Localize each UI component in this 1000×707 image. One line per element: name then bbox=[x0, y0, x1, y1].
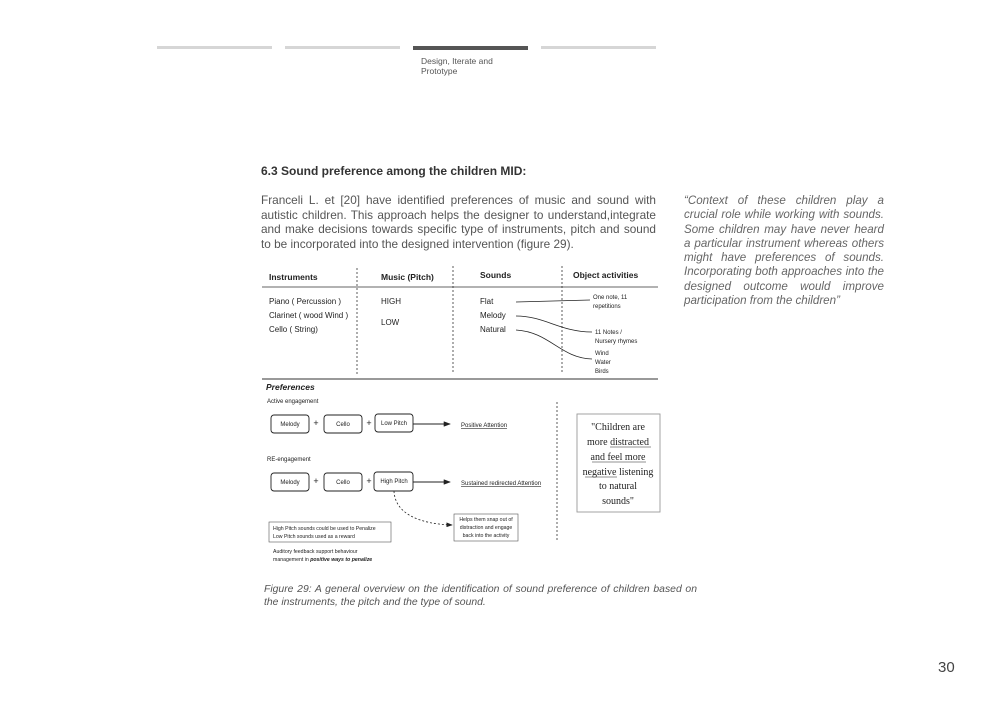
figure-diagram bbox=[260, 262, 664, 567]
active-low-pitch: Low Pitch bbox=[380, 421, 408, 427]
figure-29 bbox=[260, 262, 664, 572]
activity-melody-2: Nursery rhymes bbox=[595, 339, 638, 345]
children-quote-line-3: and feel more bbox=[590, 452, 646, 463]
progress-step-2 bbox=[285, 46, 400, 49]
activity-flat-1: One note, 11 bbox=[593, 295, 628, 301]
plus-sign: + bbox=[366, 476, 372, 486]
section-heading: 6.3 Sound preference among the children MID: bbox=[261, 164, 527, 178]
plus-sign: + bbox=[313, 476, 319, 486]
header-object-activities: Object activities bbox=[573, 270, 639, 280]
children-quote-line-6: sounds" bbox=[602, 496, 634, 507]
auditory-note-line-2 bbox=[273, 557, 372, 563]
plus-sign: + bbox=[313, 418, 319, 428]
sound-natural: Natural bbox=[480, 325, 506, 334]
reengagement-label: RE-engagement bbox=[267, 457, 311, 463]
auditory-note-prefix: management in bbox=[273, 557, 311, 563]
penalize-note-line-1: High Pitch sounds could be used to Penalize bbox=[273, 526, 376, 532]
active-engagement-label: Active engagement bbox=[267, 399, 319, 405]
body-paragraph: Franceli L. et [20] have identified preferences of music and sound with autistic children. This approach helps the designer to understand,integrate and make decisions towards specific type of instruments, pitch and sound to be incorporated into the designed intervention (figure 29). bbox=[261, 193, 656, 251]
penalize-note-line-2: Low Pitch sounds used as a reward bbox=[273, 534, 355, 540]
progress-step-label: Design, Iterate and Prototype bbox=[421, 56, 493, 76]
progress-step-3-active bbox=[413, 46, 528, 50]
children-quote-line-5: to natural bbox=[598, 481, 638, 492]
reengage-melody: Melody bbox=[280, 480, 300, 486]
page-number: 30 bbox=[938, 659, 955, 676]
reengage-result: Sustained redirected Attention bbox=[461, 481, 542, 487]
reengage-high-pitch: High Pitch bbox=[380, 479, 408, 485]
auditory-note-line-1: Auditory feedback support behaviour bbox=[273, 549, 358, 555]
reengage-cello: Cello bbox=[336, 480, 350, 486]
activity-wind: Wind bbox=[595, 351, 609, 357]
progress-step-1 bbox=[157, 46, 272, 49]
sound-melody: Melody bbox=[480, 311, 506, 320]
progress-tracker bbox=[157, 46, 657, 50]
activity-water: Water bbox=[595, 360, 611, 366]
preferences-title: Preferences bbox=[266, 382, 315, 392]
pitch-high: HIGH bbox=[381, 297, 401, 306]
snap-note-line-2: distraction and engage bbox=[459, 525, 513, 531]
activity-flat-2: repetitions bbox=[593, 304, 621, 310]
activity-melody-1: 11 Notes / bbox=[595, 330, 622, 336]
header-instruments: Instruments bbox=[269, 272, 318, 282]
children-quote-line-1: "Children are bbox=[591, 422, 645, 433]
snap-note-line-3: back into the activity bbox=[462, 533, 510, 539]
instrument-clarinet: Clarinet ( wood Wind ) bbox=[269, 311, 349, 320]
header-sounds: Sounds bbox=[480, 270, 512, 280]
children-quote-line-4: negative listening bbox=[582, 467, 654, 478]
plus-sign: + bbox=[366, 418, 372, 428]
active-melody: Melody bbox=[280, 422, 300, 428]
snap-note-line-1: Helps them snap out of bbox=[459, 517, 513, 523]
header-music-pitch: Music (Pitch) bbox=[381, 272, 434, 282]
progress-step-4 bbox=[541, 46, 656, 49]
figure-caption: Figure 29: A general overview on the identification of sound preference of children based on the instruments, the pitch and the type of sound. bbox=[264, 584, 697, 608]
instrument-cello: Cello ( String) bbox=[269, 325, 318, 334]
pitch-low: LOW bbox=[381, 318, 400, 327]
sound-flat: Flat bbox=[480, 297, 494, 306]
auditory-note-emphasis: positive ways to penalize bbox=[310, 557, 373, 563]
active-result: Positive Attention bbox=[461, 423, 508, 429]
snap-arrow bbox=[394, 491, 452, 525]
active-cello: Cello bbox=[336, 422, 350, 428]
pull-quote: “Context of these children play a crucial role while working with sounds. Some children may have never heard a particular instrument whereas others might have preferences of sounds. Incorporating both approaches into the designed outcome would improve participation from the children” bbox=[684, 194, 884, 308]
children-quote-line-2: more distracted bbox=[587, 437, 649, 448]
activity-birds: Birds bbox=[595, 369, 609, 375]
instrument-piano: Piano ( Percussion ) bbox=[269, 297, 342, 306]
sound-connectors bbox=[516, 300, 592, 359]
